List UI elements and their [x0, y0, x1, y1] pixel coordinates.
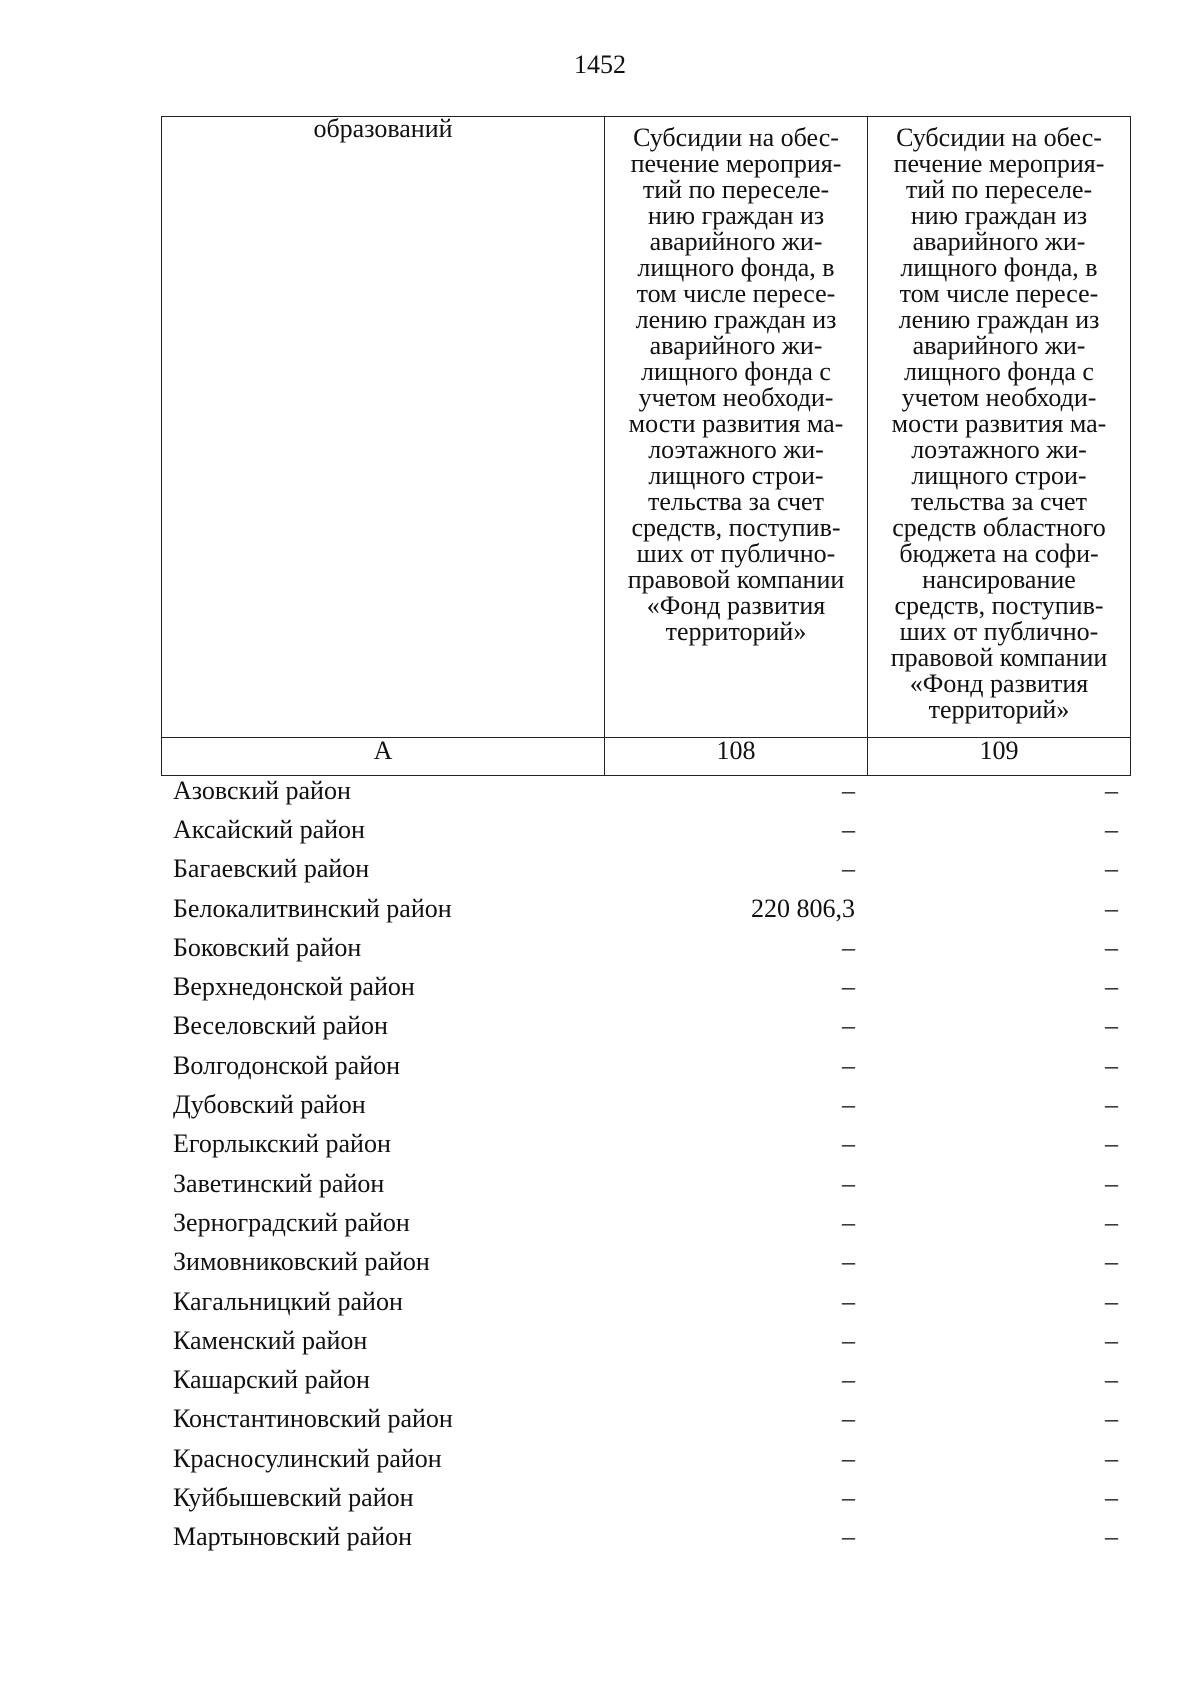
value-108: –	[842, 1207, 855, 1237]
district-name: Дубовский район	[173, 1090, 366, 1120]
header-col-108-label: Субсидии на обес- печение мероприя- тий по переселе- нию граждан из аварийного жи- лищного фонда, в том числе пересе- лению граждан из аварийного жи- лищного фонда с учетом необходи- мости развития ма- лоэтажного жи- лищного строи- тельства за счет средств, поступив- ших от публично- правовой компании «Фонд развития территорий»	[627, 123, 845, 646]
value-108: –	[842, 1482, 855, 1512]
table-header	[161, 116, 1131, 776]
district-name: Волгодонской район	[173, 1050, 401, 1080]
value-108: –	[842, 854, 855, 884]
header-numbers-row	[162, 738, 1131, 776]
header-col-109-label: Субсидии на обес- печение мероприя- тий по переселе- нию граждан из аварийного жи- лищного фонда, в том числе пересе- лению граждан из аварийного жи- лищного фонда с учетом необходи- мости развития ма- лоэтажного жи- лищного строи- тельства за счет средств областного бюджета на софи- нансирование средств, поступив- ших от публично- правовой компании «Фонд развития территорий»	[890, 123, 1108, 724]
value-108: –	[842, 775, 855, 805]
value-108: –	[842, 1325, 855, 1355]
table-row	[161, 1518, 1130, 1557]
value-108: –	[842, 1286, 855, 1316]
value-109: –	[1105, 1522, 1118, 1552]
district-name: Веселовский район	[173, 1011, 388, 1041]
table-row	[161, 889, 1130, 928]
header-number-108: 108	[605, 738, 868, 776]
district-name: Боковский район	[173, 932, 362, 962]
value-109: –	[1105, 1404, 1118, 1434]
district-name: Мартыновский район	[173, 1522, 413, 1552]
table-row	[161, 1439, 1130, 1478]
table-row	[161, 1164, 1130, 1203]
table-row	[161, 1478, 1130, 1517]
value-109: –	[1105, 972, 1118, 1002]
table-row	[161, 1282, 1130, 1321]
district-name: Красносулинский район	[173, 1443, 442, 1473]
header-col-109	[868, 117, 1131, 738]
district-name: Каменский район	[173, 1325, 368, 1355]
value-109: –	[1105, 1011, 1118, 1041]
district-name: Зимовниковский район	[173, 1247, 430, 1277]
table-row	[161, 1360, 1130, 1399]
value-109: –	[1105, 1286, 1118, 1316]
table-row	[161, 967, 1130, 1006]
header-col-a	[162, 114, 605, 738]
value-108: –	[842, 932, 855, 962]
district-name: Куйбышевский район	[173, 1482, 414, 1512]
header-col-a-label: образований	[313, 114, 453, 143]
district-name: Заветинский район	[173, 1168, 385, 1198]
table-row	[161, 771, 1130, 810]
value-109: –	[1105, 854, 1118, 884]
header-labels-row	[162, 117, 1131, 738]
table-row	[161, 1125, 1130, 1164]
value-109: –	[1105, 1050, 1118, 1080]
district-name: Егорлыкский район	[173, 1129, 391, 1159]
value-108: –	[842, 1168, 855, 1198]
district-name: Белокалитвинский район	[173, 893, 452, 923]
table-body	[161, 771, 1130, 1557]
table-row	[161, 1203, 1130, 1242]
page-number: 1452	[574, 50, 626, 79]
table-row	[161, 1400, 1130, 1439]
table-row	[161, 1007, 1130, 1046]
value-109: –	[1105, 1090, 1118, 1120]
value-109: –	[1105, 1482, 1118, 1512]
value-108: –	[842, 1011, 855, 1041]
value-109: –	[1105, 1129, 1118, 1159]
table-row	[161, 928, 1130, 967]
district-name: Верхнедонской район	[173, 972, 415, 1002]
table-row	[161, 850, 1130, 889]
header-col-108	[605, 117, 868, 738]
value-109: –	[1105, 1443, 1118, 1473]
header-number-109: 109	[868, 738, 1131, 776]
value-109: –	[1105, 1365, 1118, 1395]
value-109: –	[1105, 1325, 1118, 1355]
district-name: Кашарский район	[173, 1365, 370, 1395]
value-108: –	[842, 1129, 855, 1159]
value-108: –	[842, 1050, 855, 1080]
value-108: –	[842, 814, 855, 844]
value-108: –	[842, 1090, 855, 1120]
value-109: –	[1105, 1247, 1118, 1277]
district-name: Багаевский район	[173, 854, 370, 884]
value-108: –	[842, 1522, 855, 1552]
value-109: –	[1105, 1168, 1118, 1198]
value-109: –	[1105, 814, 1118, 844]
value-108: –	[842, 972, 855, 1002]
district-name: Зерноградский район	[173, 1207, 410, 1237]
district-name: Аксайский район	[173, 814, 365, 844]
value-108: –	[842, 1365, 855, 1395]
value-109: –	[1105, 1207, 1118, 1237]
value-108: –	[842, 1404, 855, 1434]
value-108: 220 806,3	[751, 893, 855, 923]
table-row	[161, 1243, 1130, 1282]
table-row	[161, 810, 1130, 849]
value-108: –	[842, 1247, 855, 1277]
value-109: –	[1105, 893, 1118, 923]
value-109: –	[1105, 775, 1118, 805]
district-name: Кагальницкий район	[173, 1286, 403, 1316]
district-name: Азовский район	[173, 775, 351, 805]
value-109: –	[1105, 932, 1118, 962]
table-row	[161, 1085, 1130, 1124]
table-row	[161, 1046, 1130, 1085]
value-108: –	[842, 1443, 855, 1473]
district-name: Константиновский район	[173, 1404, 453, 1434]
table-row	[161, 1321, 1130, 1360]
header-number-a: А	[162, 738, 605, 776]
